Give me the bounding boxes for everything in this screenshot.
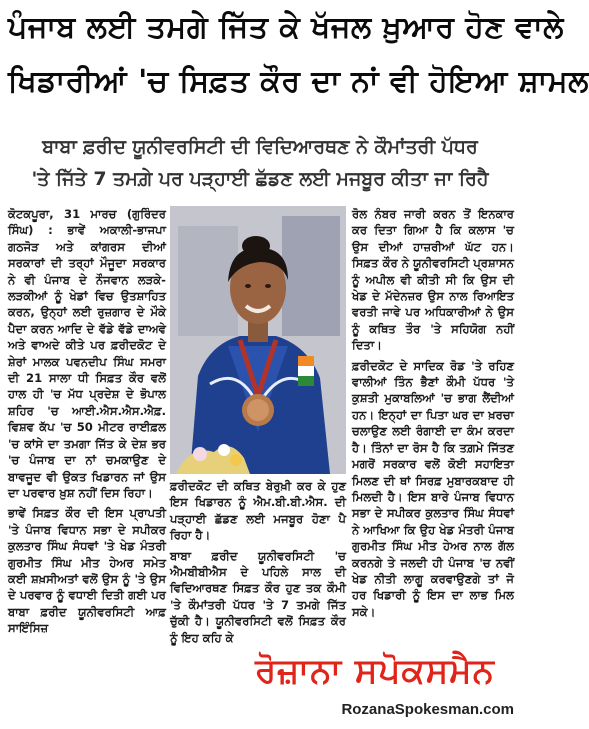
- headline-line-1: ਪੰਜਾਬ ਲਈ ਤਮਗੇ ਜਿੱਤ ਕੇ ਖੱਜਲ ਖ਼ੁਆਰ ਹੋਣ ਵਾਲੇ: [8, 10, 564, 45]
- website-url[interactable]: RozanaSpokesman.com: [341, 701, 514, 718]
- article-column-left: [8, 206, 166, 636]
- photo-caption: ਫ਼ਰੀਦਕੋਟ ਦੀ ਕਥਿਤ ਬੇਰੁਖ਼ੀ ਕਰ ਕੇ ਹੁਣ ਇਸ ਖਿਡਾਰਨ ਨੂੰ ਐਮ.ਬੀ.ਬੀ.ਐਸ. ਦੀ ਪੜ੍ਹਾਈ ਛੱਡਣ ਲਈ ਮਜਬੂਰ ਹੋਣਾ ਪੈ ਰਿਹਾ ਹੈ।: [170, 479, 346, 543]
- headline-line-2: ਖਿਡਾਰੀਆਂ 'ਚ ਸਿਫ਼ਤ ਕੌਰ ਦਾ ਨਾਂ ਵੀ ਹੋਇਆ ਸ਼ਾਮਲ: [8, 64, 589, 99]
- article-column-right: [352, 206, 514, 630]
- subheadline-line-2: 'ਤੇ ਜਿੱਤੇ 7 ਤਮਗ਼ੇ ਪਰ ਪੜ੍ਹਾਈ ਛੱਡਣ ਲਈ ਮਜਬੂਰ ਕੀਤਾ ਜਾ ਰਿਹੈ: [31, 168, 489, 190]
- article-paragraph-2: ਭਾਵੇਂ ਸਿਫ਼ਤ ਕੌਰ ਦੀ ਇਸ ਪ੍ਰਾਪਤੀ 'ਤੇ ਪੰਜਾਬ ਵਿਧਾਨ ਸਭਾ ਦੇ ਸਪੀਕਰ ਕੁਲਤਾਰ ਸਿੰਘ ਸੰਧਵਾਂ 'ਤੇ ਖੇਡ ਮੰਤਰੀ ਗੁਰਮੀਤ ਸਿੰਘ ਮੀਤ ਹੇਅਰ ਸਮੇਤ ਕਈ ਸ਼ਖ਼ਸੀਅਤਾਂ ਵਲੋਂ ਉਸ ਨੂੰ 'ਤੇ ਉਸ ਦੇ ਪਰਵਾਰ ਨੂੰ ਵਧਾਈ ਦਿਤੀ ਗਈ ਪਰ ਬਾਬਾ ਫ਼ਰੀਦ ਯੂਨੀਵਰਸਿਟੀ ਆਫ਼ ਸਾਇੰਸਿਜ਼: [8, 506, 166, 636]
- article-column-middle: [170, 478, 346, 645]
- athlete-photo-illustration: [170, 206, 346, 474]
- athlete-photo: [170, 206, 346, 474]
- article-paragraph-1: ਭਾਵੇਂ ਅਕਾਲੀ-ਭਾਜਪਾ ਗਠਜੋੜ ਅਤੇ ਕਾਂਗਰਸ ਦੀਆਂ ਸਰਕਾਰਾਂ ਦੀ ਤਰ੍ਹਾਂ ਮੌਜੂਦਾ ਸਰਕਾਰ ਨੇ ਵੀ ਪੰਜਾਬ ਦੇ ਨੌਜਵਾਨ ਲੜਕੇ-ਲੜਕੀਆਂ ਨੂੰ ਖੇਡਾਂ ਵਿਚ ਉਤਸ਼ਾਹਿਤ ਕਰਨ, ਉਨ੍ਹਾਂ ਲਈ ਰੁਜ਼ਗਾਰ ਦੇ ਮੌਕੇ ਪੈਦਾ ਕਰਨ ਆਦਿ ਦੇ ਵੱਡੇ ਵੱਡੇ ਦਾਅਵੇ ਅਤੇ ਵਾਅਦੇ ਕੀਤੇ ਪਰ ਫ਼ਰੀਦਕੋਟ ਦੇ ਸ਼ੇਰਾਂ ਮਾਲਕ ਪਵਨਦੀਪ ਸਿੰਘ ਸਮਰਾ ਦੀ 21 ਸਾਲਾ ਧੀ ਸਿਫ਼ਤ ਕੌਰ ਵਲੋਂ ਹਾਲ ਹੀ 'ਚ ਮੱਧ ਪ੍ਰਦੇਸ਼ ਦੇ ਭੋਪਾਲ ਸ਼ਹਿਰ 'ਚ ਆਈ.ਐਸ.ਐਸ.ਐਫ਼. ਵਿਸ਼ਵ ਕੱਪ 'ਚ 50 ਮੀਟਰ ਰਾਈਫ਼ਲ 'ਚ ਕਾਂਸੇ ਦਾ ਤਮਗਾ ਜਿੱਤ ਕੇ ਦੇਸ਼ ਭਰ 'ਚ ਪੰਜਾਬ ਦਾ ਨਾਂ ਚਮਕਾਉਣ ਦੇ ਬਾਵਜੂਦ ਵੀ ਉਕਤ ਖਿਡਾਰਨ ਜਾਂ ਉਸ ਦਾ ਪਰਵਾਰ ਖ਼ੁਸ਼ ਨਹੀਂ ਦਿਸ ਰਿਹਾ।: [8, 223, 166, 500]
- article-paragraph-3: ਬਾਬਾ ਫ਼ਰੀਦ ਯੂਨੀਵਰਸਿਟੀ 'ਚ ਐਮਬੀਬੀਐਸ ਦੇ ਪਹਿਲੇ ਸਾਲ ਦੀ ਵਿਦਿਆਰਥਣ ਸਿਫ਼ਤ ਕੌਰ ਹੁਣ ਤਕ ਕੌਮੀ 'ਤੇ ਕੌਮਾਂਤਰੀ ਪੱਧਰ 'ਤੇ 7 ਤਮਗੇ ਜਿੱਤ ਚੁੱਕੀ ਹੈ। ਯੂਨੀਵਰਸਿਟੀ ਵਲੋਂ ਸਿਫ਼ਤ ਕੌਰ ਨੂੰ ਇਹ ਕਹਿ ਕੇ: [170, 548, 346, 645]
- article-paragraph-4: ਰੋਲ ਨੰਬਰ ਜਾਰੀ ਕਰਨ ਤੋਂ ਇਨਕਾਰ ਕਰ ਦਿਤਾ ਗਿਆ ਹੈ ਕਿ ਕਲਾਸ 'ਚ ਉਸ ਦੀਆਂ ਹਾਜ਼ਰੀਆਂ ਘੱਟ ਹਨ। ਸਿਫ਼ਤ ਕੌਰ ਨੇ ਯੂਨੀਵਰਸਿਟੀ ਪ੍ਰਸ਼ਾਸਨ ਨੂੰ ਅਪੀਲ ਵੀ ਕੀਤੀ ਸੀ ਕਿ ਉਸ ਦੀ ਖੇਡ ਦੇ ਮੱਦੇਨਜ਼ਰ ਉਸ ਨਾਲ ਰਿਆਇਤ ਵਰਤੀ ਜਾਵੇ ਪਰ ਅਧਿਕਾਰੀਆਂ ਨੇ ਉਸ ਨੂੰ ਕਥਿਤ ਤੌਰ 'ਤੇ ਸਹਿਯੋਗ ਨਹੀਂ ਦਿਤਾ।: [352, 207, 514, 353]
- subheadline-line-1: ਬਾਬਾ ਫ਼ਰੀਦ ਯੂਨੀਵਰਸਿਟੀ ਦੀ ਵਿਦਿਆਰਥਣ ਨੇ ਕੌਮਾਂਤਰੀ ਪੱਧਰ: [42, 136, 478, 158]
- newspaper-logo: ਰੋਜ਼ਾਨਾ ਸਪੋਕਸਮੈਨ: [255, 651, 495, 691]
- article-paragraph-5: ਫ਼ਰੀਦਕੋਟ ਦੇ ਸਾਦਿਕ ਰੋਡ 'ਤੇ ਰਹਿਣ ਵਾਲੀਆਂ ਤਿੰਨ ਭੈਣਾਂ ਕੌਮੀ ਪੱਧਰ 'ਤੇ ਕੁਸ਼ਤੀ ਮੁਕਾਬਲਿਆਂ 'ਚ ਭਾਗ ਲੈਂਦੀਆਂ ਹਨ। ਇਨ੍ਹਾਂ ਦਾ ਪਿਤਾ ਘਰ ਦਾ ਖ਼ਰਚਾ ਚਲਾਉਣ ਲਈ ਰੰਗਾਈ ਦਾ ਕੰਮ ਕਰਦਾ ਹੈ। ਤਿੰਨਾਂ ਦਾ ਰੋਸ ਹੈ ਕਿ ਤਗ਼ਮੇ ਜਿੱਤਣ ਮਗਰੋਂ ਸਰਕਾਰ ਵਲੋਂ ਕੋਈ ਸਹਾਇਤਾ ਮਿਲਣ ਦੀ ਥਾਂ ਸਿਰਫ਼ ਮੁਬਾਰਕਬਾਦ ਹੀ ਮਿਲਦੀ ਹੈ। ਇਸ ਬਾਰੇ ਪੰਜਾਬ ਵਿਧਾਨ ਸਭਾ ਦੇ ਸਪੀਕਰ ਕੁਲਤਾਰ ਸਿੰਘ ਸੰਧਵਾਂ ਨੇ ਆਖਿਆ ਕਿ ਉਹ ਖੇਡ ਮੰਤਰੀ ਪੰਜਾਬ ਗੁਰਮੀਤ ਸਿੰਘ ਮੀਤ ਹੇਅਰ ਨਾਲ ਗੱਲ ਕਰਨਗੇ ਤੇ ਜਲਦੀ ਹੀ ਪੰਜਾਬ 'ਚ ਨਵੀਂ ਖੇਡ ਨੀਤੀ ਲਾਗੂ ਕਰਵਾਉਣਗੇ ਤਾਂ ਜੋ ਹਰ ਖਿਡਾਰੀ ਨੂੰ ਇਸ ਦਾ ਲਾਭ ਮਿਲ ਸਕੇ।: [352, 358, 514, 619]
- dateline: ਕੋਟਕਪੂਰਾ, 31 ਮਾਰਚ (ਗੁਰਿੰਦਰ ਸਿੰਘ) :: [8, 207, 166, 238]
